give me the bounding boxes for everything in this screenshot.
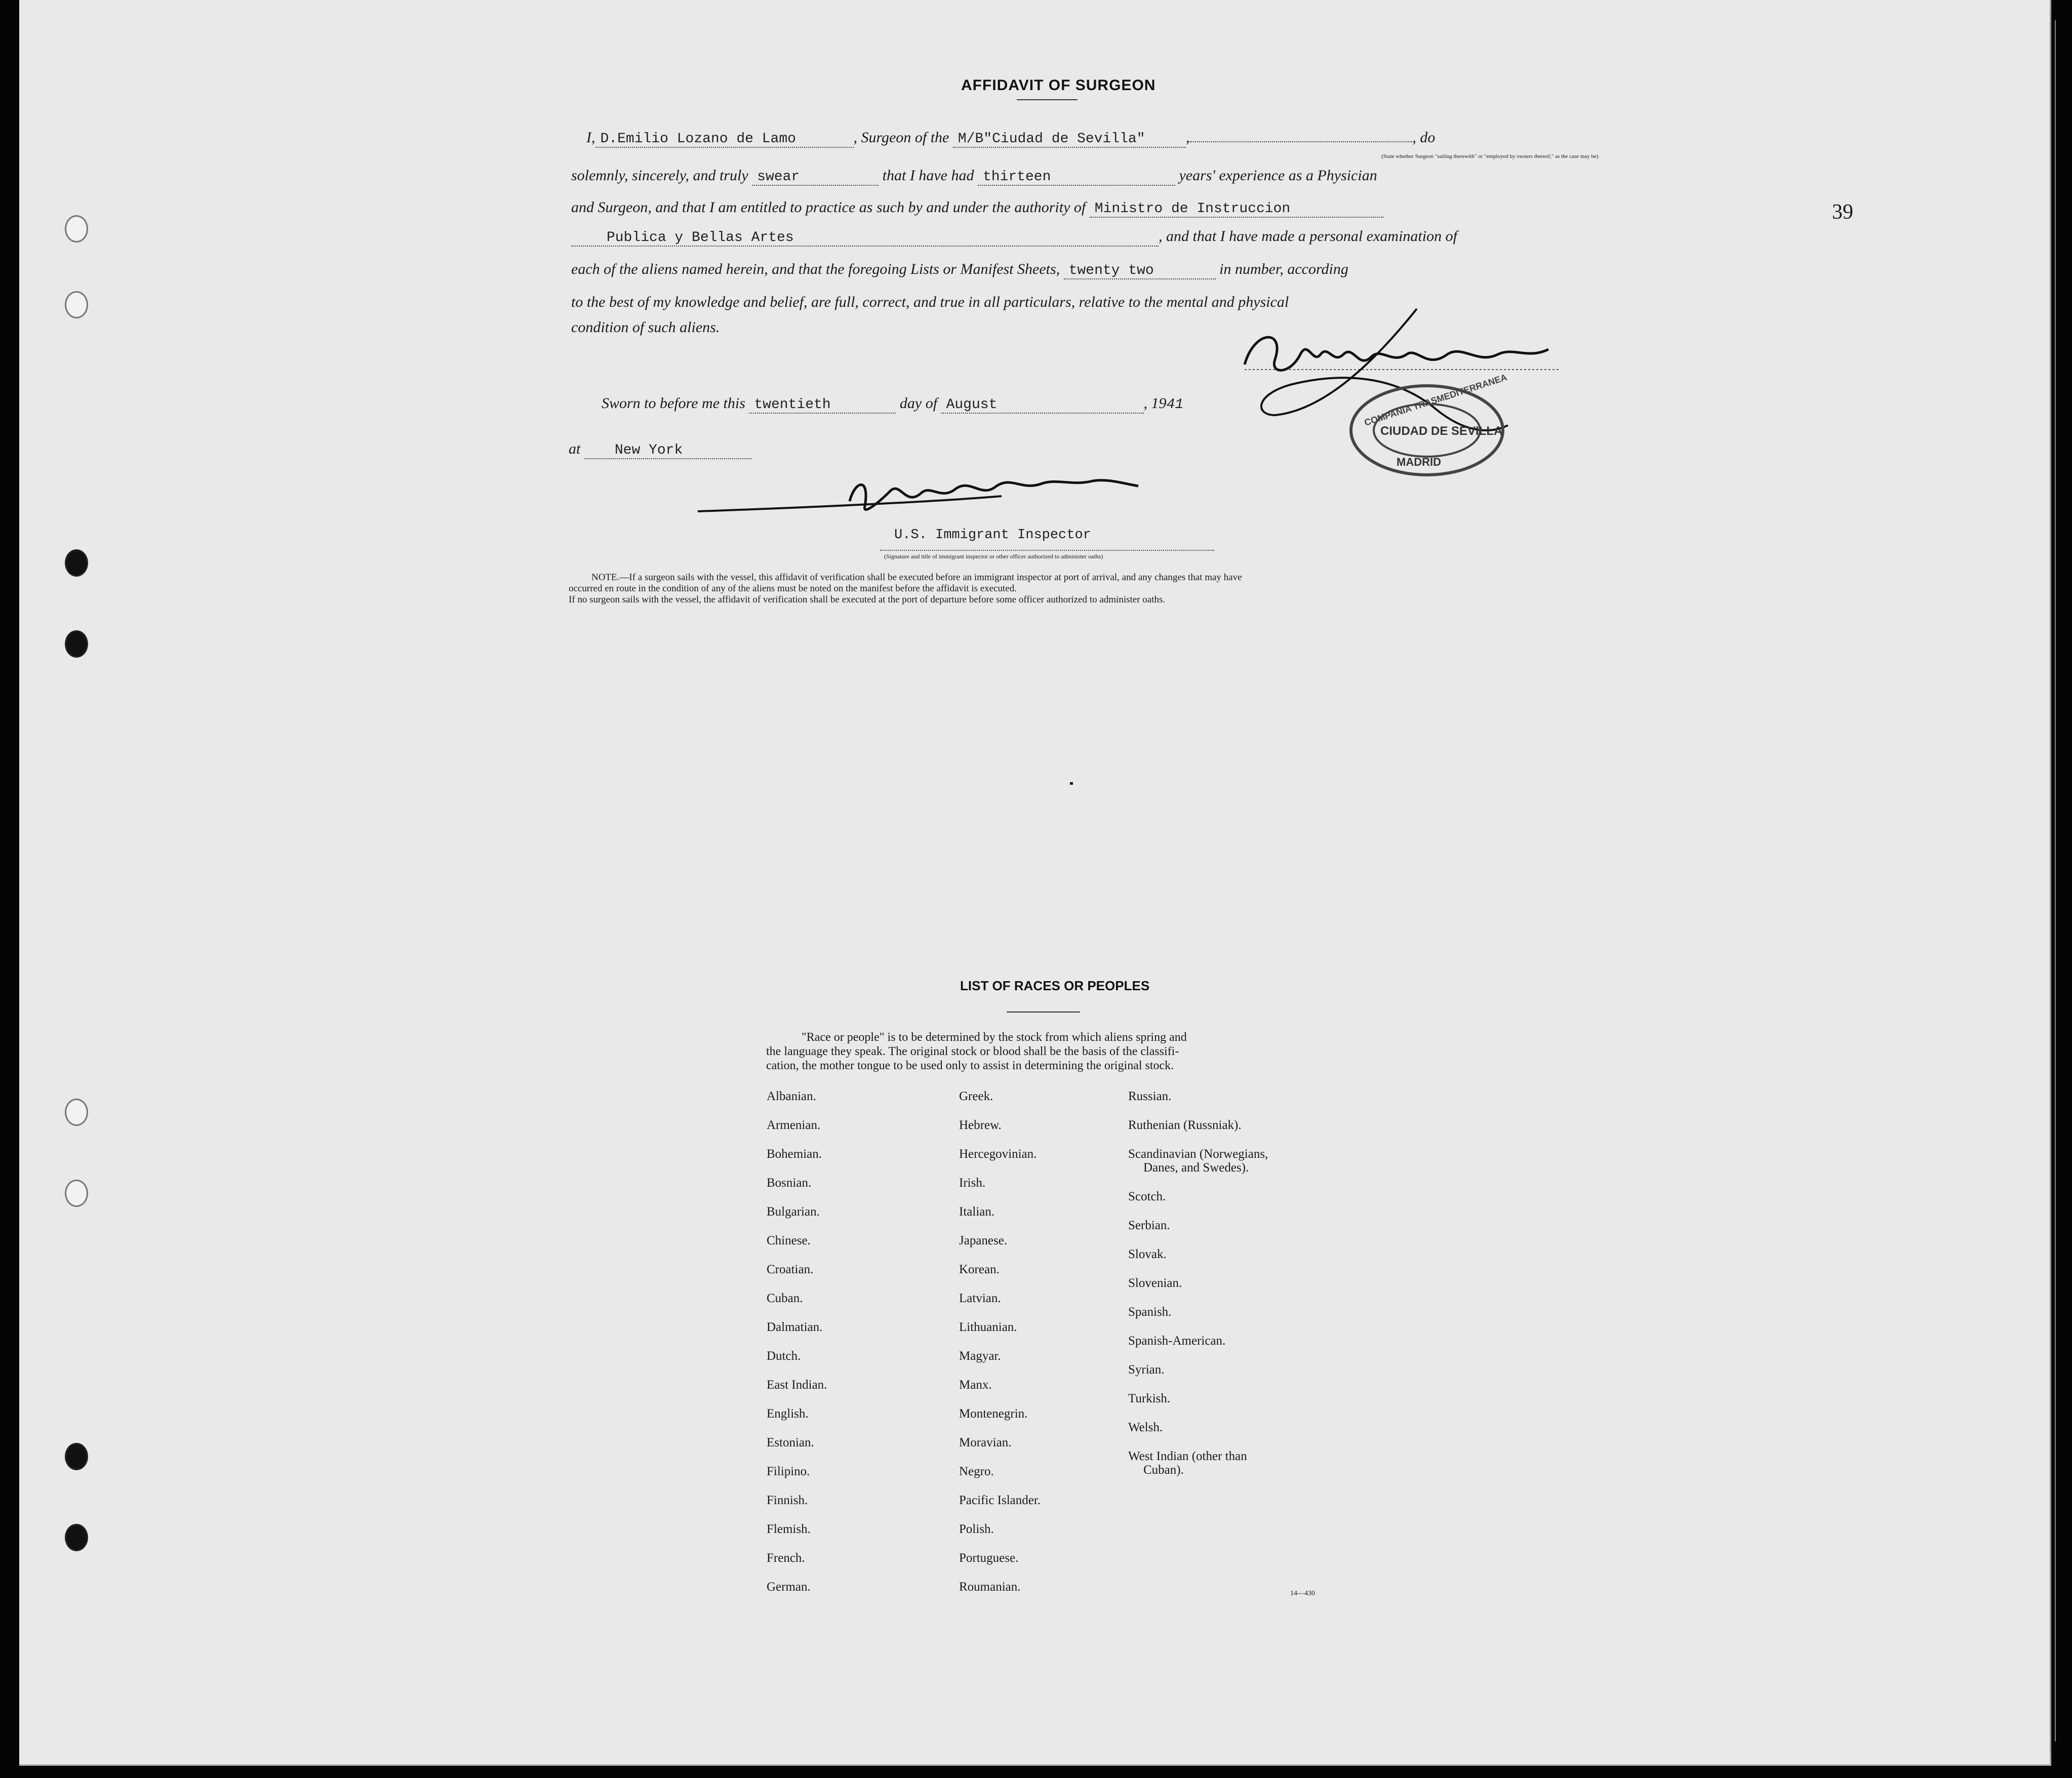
- race-item: Latvian.: [959, 1291, 1001, 1305]
- race-item: Chinese.: [767, 1234, 811, 1247]
- race-item: Serbian.: [1128, 1219, 1170, 1232]
- year-field: 41: [1166, 397, 1184, 413]
- race-item: Cuban.: [767, 1291, 803, 1305]
- race-item: German.: [767, 1580, 811, 1594]
- race-item: Manx.: [959, 1378, 992, 1392]
- races-title-underline: [1007, 1012, 1080, 1013]
- speck: [1070, 782, 1073, 785]
- vessel-field: M/B"Ciudad de Sevilla": [953, 131, 1186, 148]
- sworn-line: Sworn to before me this twentieth day of August , 1941: [602, 395, 1184, 413]
- race-item: Moravian.: [959, 1436, 1012, 1449]
- affidavit-line-4: Publica y Bellas Artes , and that I have made a personal examination of: [571, 228, 1457, 247]
- race-item: English.: [767, 1407, 809, 1421]
- affidavit-line-3: and Surgeon, and that I am entitled to practice as such by and under the authority of Ministro de Instruccion: [571, 199, 1383, 218]
- surgeon-name-field: D.Emilio Lozano de Lamo: [595, 131, 854, 148]
- race-item: Turkish.: [1128, 1392, 1171, 1405]
- race-item: Lithuanian.: [959, 1320, 1017, 1334]
- race-item: Portuguese.: [959, 1551, 1019, 1565]
- race-item: Bosnian.: [767, 1176, 812, 1190]
- inspector-rule: [880, 550, 1214, 551]
- races-column-3: [1128, 1089, 1268, 1492]
- race-item: Danes, and Swedes).: [1143, 1161, 1249, 1175]
- race-item: Polish.: [959, 1522, 994, 1536]
- race-item: Japanese.: [959, 1234, 1008, 1247]
- inspector-title: U.S. Immigrant Inspector: [894, 528, 1091, 543]
- stamp-bottom-text: MADRID: [1397, 456, 1441, 468]
- race-item: Pacific Islander.: [959, 1493, 1041, 1507]
- affidavit-line-2: solemnly, sincerely, and truly swear that I have had thirteen years' experience as a Physician: [571, 167, 1377, 185]
- race-item: Roumanian.: [959, 1580, 1021, 1594]
- years-field: thirteen: [978, 169, 1175, 186]
- race-item: Filipino.: [767, 1465, 810, 1478]
- race-item: Syrian.: [1128, 1363, 1165, 1377]
- affidavit-note: NOTE.—If a surgeon sails with the vessel, this affidavit of verification shall be executed before an immigrant inspector at port of arrival, and any changes that may have occurred en route in the condition of any of the aliens must be noted on the manifest before the affidavit is executed. If no surgeon sails with the vessel, the affidavit of verification shall be executed at the port of departure before some officer authorized to administer oaths.: [569, 572, 1242, 605]
- month-field: August: [941, 397, 1144, 414]
- race-item: Hebrew.: [959, 1118, 1002, 1132]
- race-item: Scotch.: [1128, 1190, 1166, 1203]
- races-column-2: [959, 1089, 1041, 1609]
- title-underline: [1017, 99, 1078, 100]
- surgeon-status-field: [1189, 141, 1412, 142]
- races-column-1: [767, 1089, 827, 1609]
- binder-hole: [65, 291, 88, 318]
- oath-field: swear: [752, 169, 879, 186]
- race-item: Hercegovinian.: [959, 1147, 1037, 1161]
- race-item: Spanish.: [1128, 1305, 1172, 1319]
- binder-hole: [65, 215, 88, 243]
- form-number: 14—430: [1290, 1590, 1315, 1597]
- affidavit-line-5: each of the aliens named herein, and that the foregoing Lists or Manifest Sheets, twenty two in number, according: [571, 261, 1348, 278]
- affidavit-title: AFFIDAVIT OF SURGEON: [961, 77, 1156, 94]
- page-edge: [2055, 20, 2059, 1742]
- binder-hole: [65, 549, 88, 577]
- stamp-middle-text: CIUDAD DE SEVILLA: [1380, 424, 1503, 438]
- surgeon-status-note: (State whether Surgeon "sailing therewith" or "employed by owners thereof," as the case may be): [1381, 153, 1599, 159]
- race-item: Bulgarian.: [767, 1205, 820, 1219]
- document-page: [19, 0, 2051, 1766]
- race-item: French.: [767, 1551, 805, 1565]
- race-item: Welsh.: [1128, 1421, 1163, 1434]
- race-item: East Indian.: [767, 1378, 827, 1392]
- race-item: West Indian (other than: [1128, 1449, 1247, 1463]
- race-item: Slovenian.: [1128, 1276, 1182, 1290]
- race-item: Irish.: [959, 1176, 986, 1190]
- race-item: Scandinavian (Norwegians,: [1128, 1147, 1268, 1161]
- race-item: Albanian.: [767, 1089, 816, 1103]
- race-item: Spanish-American.: [1128, 1334, 1226, 1348]
- races-intro: "Race or people" is to be determined by the stock from which aliens spring and the language they speak. The original stock or blood shall be the basis of the classifi- cation, the mother tongue to be used only to assist in determining the original stock.: [766, 1031, 1187, 1072]
- race-item: Ruthenian (Russniak).: [1128, 1118, 1242, 1132]
- place-line: at New York: [569, 440, 751, 459]
- race-item: Bohemian.: [767, 1147, 822, 1161]
- race-item: Cuban).: [1143, 1463, 1184, 1477]
- race-item: Negro.: [959, 1465, 994, 1478]
- authority-field-1: Ministro de Instruccion: [1090, 201, 1383, 218]
- race-item: Montenegrin.: [959, 1407, 1028, 1421]
- day-field: twentieth: [749, 397, 896, 414]
- race-item: Flemish.: [767, 1522, 811, 1536]
- race-item: Greek.: [959, 1089, 993, 1103]
- inspector-note: (Signature and title of immigrant inspector or other officer authorized to administer oaths): [884, 553, 1103, 560]
- binder-hole: [65, 630, 88, 658]
- page-number: 39: [1832, 200, 1853, 224]
- race-item: Magyar.: [959, 1349, 1001, 1363]
- race-item: Finnish.: [767, 1493, 808, 1507]
- races-title: LIST OF RACES OR PEOPLES: [960, 978, 1150, 993]
- race-item: Dutch.: [767, 1349, 801, 1363]
- race-item: Korean.: [959, 1263, 1000, 1276]
- race-item: Slovak.: [1128, 1247, 1167, 1261]
- inspector-signature: [688, 471, 1174, 527]
- race-item: Armenian.: [767, 1118, 821, 1132]
- race-item: Dalmatian.: [767, 1320, 823, 1334]
- affidavit-line-7: condition of such aliens.: [571, 319, 720, 336]
- binder-hole: [65, 1180, 88, 1207]
- race-item: Italian.: [959, 1205, 995, 1219]
- race-item: Russian.: [1128, 1089, 1172, 1103]
- page-edge: [2050, 10, 2054, 1752]
- race-item: Croatian.: [767, 1263, 814, 1276]
- authority-field-2: Publica y Bellas Artes: [571, 230, 1159, 247]
- affidavit-line-6: to the best of my knowledge and belief, are full, correct, and true in all particulars, relative to the mental and physical: [571, 294, 1289, 310]
- sheets-field: twenty two: [1064, 263, 1216, 279]
- binder-hole: [65, 1524, 88, 1551]
- race-item: Estonian.: [767, 1436, 814, 1449]
- affidavit-line-1: I, D.Emilio Lozano de Lamo , Surgeon of the M/B"Ciudad de Sevilla" , , do: [586, 129, 1436, 147]
- place-field: New York: [584, 442, 751, 459]
- binder-hole: [65, 1443, 88, 1470]
- binder-hole: [65, 1099, 88, 1126]
- stamp-top-text: COMPANIA TRASMEDITERRANEA: [1363, 372, 1508, 428]
